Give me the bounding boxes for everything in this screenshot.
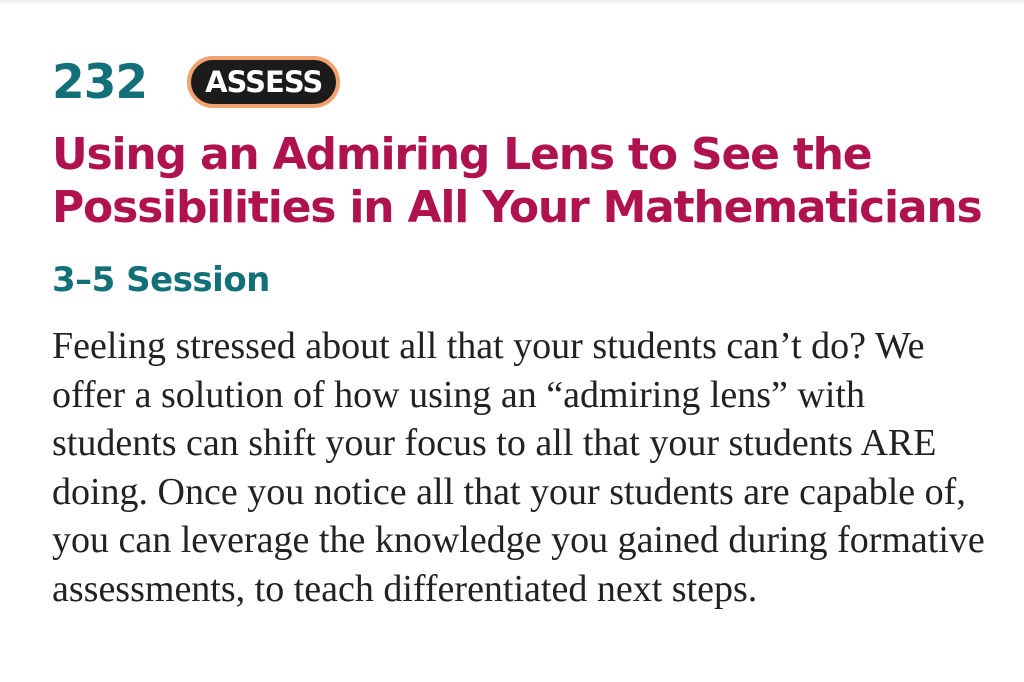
session-title: Using an Admiring Lens to See the Possibilities in All Your Mathematicians: [52, 129, 982, 233]
grade-band-label: 3–5 Session: [52, 260, 270, 300]
session-number: 232: [52, 54, 148, 110]
assess-badge: ASSESS: [187, 56, 340, 108]
session-header: [52, 50, 340, 114]
session-description: Feeling stressed about all that your students can’t do? We offer a solution of how using an “admiring lens” with students can shift your focus to all that your students ARE doing. Once you notice all that your students are capable of, you can leverage the knowledge you gained during formative assessments, to teach differentiated next steps.: [52, 325, 985, 610]
